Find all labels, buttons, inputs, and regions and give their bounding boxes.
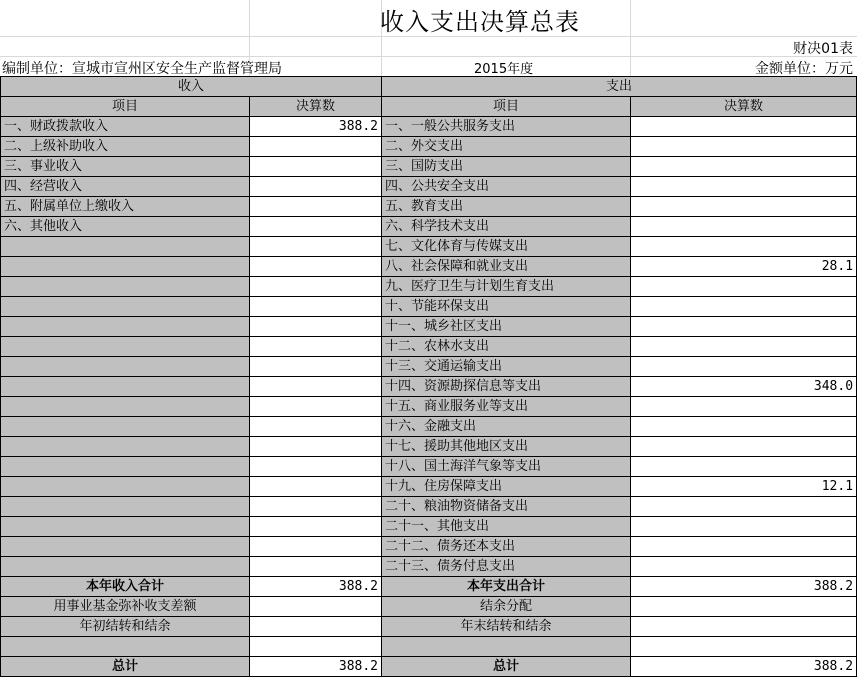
blank-cell[interactable]: [382, 637, 631, 657]
table-row: [1, 377, 857, 397]
table-row: [1, 257, 857, 277]
income-item[interactable]: [1, 517, 250, 537]
table-row: [1, 157, 857, 177]
table-row: [1, 237, 857, 257]
fund-value[interactable]: [250, 597, 382, 617]
income-expense-table: [0, 76, 857, 677]
total-row: [1, 577, 857, 597]
income-item[interactable]: [1, 477, 250, 497]
expense-item[interactable]: 十五、商业服务业等支出: [382, 397, 631, 417]
expense-amount[interactable]: [631, 277, 857, 297]
expense-amount[interactable]: [631, 437, 857, 457]
expense-amount[interactable]: [631, 457, 857, 477]
unit-row: [0, 57, 857, 76]
blank-cell[interactable]: [1, 637, 250, 657]
income-item[interactable]: [1, 317, 250, 337]
expense-item[interactable]: 五、教育支出: [382, 197, 631, 217]
income-item-header[interactable]: 项目: [1, 97, 250, 117]
income-amount[interactable]: [250, 317, 382, 337]
expense-item[interactable]: 十七、援助其他地区支出: [382, 437, 631, 457]
income-amount[interactable]: [250, 277, 382, 297]
table-row: [1, 197, 857, 217]
table-row: [1, 357, 857, 377]
income-amount[interactable]: [250, 157, 382, 177]
expense-item[interactable]: 十一、城乡社区支出: [382, 317, 631, 337]
expense-amount[interactable]: [631, 357, 857, 377]
income-amount[interactable]: [250, 197, 382, 217]
expense-amount[interactable]: 28.1: [631, 257, 857, 277]
income-amount[interactable]: [250, 417, 382, 437]
begin-carryover-value[interactable]: [250, 617, 382, 637]
income-item[interactable]: [1, 377, 250, 397]
expense-amount[interactable]: [631, 137, 857, 157]
table-row: [1, 177, 857, 197]
table-row: [1, 137, 857, 157]
expense-item[interactable]: 二、外交支出: [382, 137, 631, 157]
table-row: [1, 397, 857, 417]
table-row: [1, 457, 857, 477]
income-total-label[interactable]: 本年收入合计: [1, 577, 250, 597]
expense-item[interactable]: 八、社会保障和就业支出: [382, 257, 631, 277]
income-item[interactable]: 五、附属单位上缴收入: [1, 197, 250, 217]
expense-amount[interactable]: [631, 337, 857, 357]
table-row: [1, 317, 857, 337]
table-row: [1, 437, 857, 457]
expense-amount[interactable]: [631, 237, 857, 257]
table-row: [1, 337, 857, 357]
income-amount[interactable]: [250, 497, 382, 517]
income-item[interactable]: [1, 237, 250, 257]
expense-amount[interactable]: [631, 517, 857, 537]
expense-amount[interactable]: [631, 397, 857, 417]
table-row: [1, 517, 857, 537]
expense-item[interactable]: 三、国防支出: [382, 157, 631, 177]
expense-item[interactable]: 二十三、债务付息支出: [382, 557, 631, 577]
expense-item[interactable]: 六、科学技术支出: [382, 217, 631, 237]
income-item[interactable]: 二、上级补助收入: [1, 137, 250, 157]
income-item[interactable]: [1, 417, 250, 437]
grand-expense-label[interactable]: 总计: [382, 657, 631, 677]
expense-amount[interactable]: [631, 197, 857, 217]
table-row: [1, 277, 857, 297]
table-subheader-row: [1, 97, 857, 117]
form-number: 财决01表: [793, 41, 853, 57]
income-item[interactable]: [1, 537, 250, 557]
expense-amount[interactable]: [631, 177, 857, 197]
income-amount[interactable]: [250, 517, 382, 537]
end-carryover-value[interactable]: [631, 617, 857, 637]
income-item[interactable]: [1, 457, 250, 477]
table-row: [1, 417, 857, 437]
table-row: [1, 537, 857, 557]
sheet-title: 收入支出决算总表: [380, 8, 580, 36]
income-amount[interactable]: [250, 557, 382, 577]
expense-amount[interactable]: [631, 417, 857, 437]
income-amount-header[interactable]: 决算数: [250, 97, 382, 117]
income-amount[interactable]: [250, 477, 382, 497]
income-item[interactable]: 一、财政拨款收入: [1, 117, 250, 137]
income-amount[interactable]: [250, 397, 382, 417]
income-amount[interactable]: [250, 297, 382, 317]
income-item[interactable]: [1, 337, 250, 357]
income-header[interactable]: 收入: [1, 77, 382, 97]
expense-amount[interactable]: [631, 297, 857, 317]
grand-income-label[interactable]: 总计: [1, 657, 250, 677]
expense-amount[interactable]: 348.0: [631, 377, 857, 397]
sheet-title-row[interactable]: [0, 0, 857, 36]
income-item[interactable]: [1, 437, 250, 457]
expense-item[interactable]: 十九、住房保障支出: [382, 477, 631, 497]
expense-item[interactable]: 十、节能环保支出: [382, 297, 631, 317]
income-item[interactable]: [1, 397, 250, 417]
money-unit: 金额单位：万元: [755, 61, 853, 77]
income-item[interactable]: 六、其他收入: [1, 217, 250, 237]
table-row: [1, 497, 857, 517]
expense-item[interactable]: 二十、粮油物资储备支出: [382, 497, 631, 517]
expense-amount[interactable]: [631, 537, 857, 557]
carryover-row: [1, 617, 857, 637]
expense-item[interactable]: 十二、农林水支出: [382, 337, 631, 357]
surplus-value[interactable]: [631, 597, 857, 617]
income-item[interactable]: [1, 257, 250, 277]
grand-expense-value[interactable]: 388.2: [631, 657, 857, 677]
table-row: [1, 117, 857, 137]
income-amount[interactable]: [250, 537, 382, 557]
expense-item-header[interactable]: 项目: [382, 97, 631, 117]
income-item[interactable]: [1, 297, 250, 317]
expense-item[interactable]: 九、医疗卫生与计划生育支出: [382, 277, 631, 297]
expense-item[interactable]: 一、一般公共服务支出: [382, 117, 631, 137]
table-row: [1, 557, 857, 577]
expense-amount-header[interactable]: 决算数: [631, 97, 857, 117]
income-item[interactable]: [1, 277, 250, 297]
income-item[interactable]: [1, 557, 250, 577]
income-item[interactable]: 四、经营收入: [1, 177, 250, 197]
income-item[interactable]: [1, 357, 250, 377]
expense-amount[interactable]: [631, 117, 857, 137]
table-row: [1, 477, 857, 497]
blank-row: [1, 637, 857, 657]
surplus-label[interactable]: 结余分配: [382, 597, 631, 617]
income-item[interactable]: 三、事业收入: [1, 157, 250, 177]
expense-item[interactable]: 十八、国土海洋气象等支出: [382, 457, 631, 477]
expense-item[interactable]: 十四、资源勘探信息等支出: [382, 377, 631, 397]
blank-cell[interactable]: [631, 637, 857, 657]
expense-item[interactable]: 四、公共安全支出: [382, 177, 631, 197]
expense-header[interactable]: 支出: [382, 77, 857, 97]
org-unit: 编制单位：宣城市宣州区安全生产监督管理局: [2, 61, 282, 77]
expense-amount[interactable]: [631, 317, 857, 337]
income-amount[interactable]: [250, 237, 382, 257]
income-amount[interactable]: [250, 217, 382, 237]
end-carryover-label[interactable]: 年末结转和结余: [382, 617, 631, 637]
expense-item[interactable]: 七、文化体育与传媒支出: [382, 237, 631, 257]
grand-income-value[interactable]: 388.2: [250, 657, 382, 677]
expense-total-label[interactable]: 本年支出合计: [382, 577, 631, 597]
report-year: 2015年度: [474, 62, 534, 77]
expense-amount[interactable]: [631, 217, 857, 237]
income-amount[interactable]: [250, 437, 382, 457]
expense-amount[interactable]: [631, 157, 857, 177]
income-amount[interactable]: [250, 137, 382, 157]
begin-carryover-label[interactable]: 年初结转和结余: [1, 617, 250, 637]
expense-item[interactable]: 十三、交通运输支出: [382, 357, 631, 377]
blank-cell[interactable]: [250, 637, 382, 657]
fund-label[interactable]: 用事业基金弥补收支差额: [1, 597, 250, 617]
table-row: [1, 217, 857, 237]
income-amount[interactable]: [250, 377, 382, 397]
fund-row: [1, 597, 857, 617]
expense-item[interactable]: 十六、金融支出: [382, 417, 631, 437]
income-amount[interactable]: [250, 457, 382, 477]
expense-amount[interactable]: [631, 497, 857, 517]
income-amount[interactable]: [250, 257, 382, 277]
table-header-row: [1, 77, 857, 97]
expense-amount[interactable]: [631, 557, 857, 577]
expense-total-value[interactable]: 388.2: [631, 577, 857, 597]
income-amount[interactable]: [250, 337, 382, 357]
expense-amount[interactable]: 12.1: [631, 477, 857, 497]
income-amount[interactable]: [250, 177, 382, 197]
grand-total-row: [1, 657, 857, 677]
income-amount[interactable]: [250, 357, 382, 377]
income-item[interactable]: [1, 497, 250, 517]
income-total-value[interactable]: 388.2: [250, 577, 382, 597]
expense-item[interactable]: 二十一、其他支出: [382, 517, 631, 537]
expense-item[interactable]: 二十二、债务还本支出: [382, 537, 631, 557]
income-amount[interactable]: 388.2: [250, 117, 382, 137]
table-row: [1, 297, 857, 317]
